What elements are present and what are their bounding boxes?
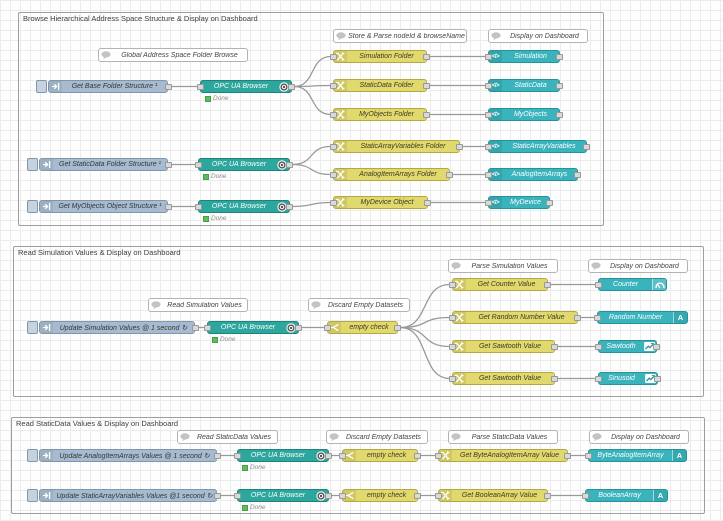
- output-port[interactable]: [446, 172, 453, 178]
- switch-icon: [330, 323, 339, 332]
- input-port[interactable]: [595, 376, 602, 382]
- node-label: Update StaticArrayVariables Values @1 second ↻: [56, 492, 213, 500]
- ui-template-node[interactable]: [488, 79, 560, 92]
- node-label: ByteAnalogItemArray: [597, 452, 664, 459]
- input-port[interactable]: [330, 83, 337, 89]
- status-text: Done: [250, 464, 266, 471]
- inject-icon: [43, 451, 51, 460]
- input-port[interactable]: [449, 315, 456, 321]
- node-label: Simulation Folder: [359, 53, 414, 60]
- ui-template-node[interactable]: [488, 50, 560, 63]
- inject-node[interactable]: [27, 200, 168, 213]
- change-icon: [441, 451, 450, 460]
- opcua-browser-node[interactable]: [207, 321, 299, 334]
- node-label: MyObjects Folder: [359, 111, 414, 118]
- output-port[interactable]: [414, 493, 421, 499]
- node-label: StaticData: [514, 82, 547, 89]
- output-port[interactable]: [214, 453, 221, 459]
- input-port[interactable]: [330, 172, 337, 178]
- inject-body: [39, 200, 168, 213]
- output-port[interactable]: [165, 204, 172, 210]
- inject-icon: [52, 82, 60, 91]
- output-port[interactable]: [414, 453, 421, 459]
- node-label: OPC UA Browser: [211, 203, 267, 210]
- gauge-icon: [655, 281, 665, 289]
- node-label: Get Random Number Value: [478, 314, 565, 321]
- output-port[interactable]: [564, 453, 571, 459]
- ui-text-node[interactable]: [597, 311, 688, 324]
- comment-bubble-icon: [180, 433, 190, 442]
- text-icon: A: [676, 451, 683, 460]
- node-label: empty check: [366, 492, 407, 499]
- node-label: Update AnalogItemArrays Values @ 1 second ↻: [59, 452, 210, 460]
- status-dot: [242, 505, 248, 511]
- inject-body: [48, 80, 168, 93]
- input-port[interactable]: [330, 144, 337, 150]
- inject-button[interactable]: [36, 80, 47, 93]
- node-label: MyDevice Object: [360, 199, 414, 206]
- node-label: Read Simulation Values: [167, 301, 242, 309]
- change-node[interactable]: [438, 489, 548, 502]
- output-port[interactable]: [546, 200, 553, 206]
- output-port[interactable]: [544, 282, 551, 288]
- comment-bubble-icon: [591, 262, 601, 271]
- inject-button[interactable]: [27, 158, 38, 171]
- node-label: Parse Simulation Values: [471, 262, 548, 270]
- input-port[interactable]: [485, 172, 492, 178]
- output-port[interactable]: [574, 315, 581, 321]
- ui-chart-node[interactable]: [598, 340, 657, 353]
- output-port[interactable]: [423, 112, 430, 118]
- node-label: Global Address Space Folder Browse: [121, 51, 238, 59]
- wire[interactable]: [292, 203, 331, 207]
- ui-template-node[interactable]: [488, 196, 550, 209]
- comment-node[interactable]: [308, 298, 410, 312]
- node-status: [205, 95, 229, 102]
- output-port[interactable]: [653, 344, 660, 350]
- comment-bubble-icon: [329, 433, 339, 442]
- change-icon: [441, 491, 450, 500]
- node-label: AnalogItemArrays Folder: [359, 171, 437, 178]
- node-label: Get Base Folder Structure ¹: [71, 83, 158, 90]
- node-label: StaticArrayVariables: [512, 143, 576, 150]
- inject-icon: [43, 160, 51, 169]
- output-port[interactable]: [165, 84, 172, 90]
- node-status: [242, 464, 266, 471]
- node-label: OPC UA Browser: [220, 324, 276, 331]
- node-label: BooleanArray: [598, 492, 641, 499]
- text-icon: A: [677, 313, 684, 322]
- comment-node[interactable]: [333, 29, 467, 43]
- change-node[interactable]: [452, 340, 555, 353]
- code-icon: </>: [491, 53, 500, 60]
- input-port[interactable]: [330, 200, 337, 206]
- code-icon: </>: [491, 111, 500, 118]
- node-label: Discard Empty Datasets: [327, 301, 404, 309]
- opcua-browser-node[interactable]: [200, 80, 292, 93]
- status-text: Done: [213, 95, 229, 102]
- inject-icon: [43, 202, 51, 211]
- output-port[interactable]: [424, 200, 431, 206]
- input-port[interactable]: [582, 493, 589, 499]
- output-port[interactable]: [325, 453, 332, 459]
- node-status: [212, 336, 236, 343]
- ui-template-node[interactable]: [488, 168, 578, 181]
- output-port[interactable]: [456, 144, 463, 150]
- status-text: Done: [211, 215, 227, 222]
- input-port[interactable]: [595, 282, 602, 288]
- change-node[interactable]: [438, 449, 568, 462]
- node-label: StaticArrayVariables Folder: [360, 143, 446, 150]
- node-label: OPC UA Browser: [250, 452, 306, 459]
- inject-button[interactable]: [27, 489, 38, 502]
- node-label: Get BooleanArray Value: [461, 492, 538, 499]
- ui-chart-node[interactable]: [598, 372, 658, 385]
- status-dot: [203, 174, 209, 180]
- comment-node[interactable]: [148, 298, 248, 312]
- output-port[interactable]: [583, 144, 590, 150]
- input-port[interactable]: [485, 144, 492, 150]
- change-node[interactable]: [333, 140, 460, 153]
- output-port[interactable]: [654, 376, 661, 382]
- comment-node[interactable]: [326, 430, 428, 444]
- comment-bubble-icon: [491, 32, 501, 41]
- switch-icon: [345, 491, 354, 500]
- output-port[interactable]: [192, 325, 199, 331]
- output-port[interactable]: [556, 83, 563, 89]
- inject-node[interactable]: [27, 449, 217, 462]
- output-port[interactable]: [325, 493, 332, 499]
- status-dot: [203, 216, 209, 222]
- ui-gauge-node[interactable]: [598, 278, 667, 291]
- node-label: Get StaticData Folder Structure ¹: [59, 161, 161, 168]
- inject-body: [39, 158, 168, 171]
- group-title: Browse Hierarchical Address Space Structure & Display on Dashboard: [23, 14, 258, 23]
- change-icon: [336, 198, 345, 207]
- group-title: Read StaticData Values & Display on Dashboard: [16, 419, 179, 428]
- change-icon: [336, 110, 345, 119]
- switch-icon: [345, 451, 354, 460]
- node-label: Get Counter Value: [477, 281, 536, 288]
- input-port[interactable]: [585, 453, 592, 459]
- node-label: Display on Dashboard: [610, 262, 679, 270]
- inject-body: [39, 449, 217, 462]
- output-port[interactable]: [286, 204, 293, 210]
- inject-node[interactable]: [27, 489, 217, 502]
- input-port[interactable]: [234, 493, 241, 499]
- status-text: Done: [250, 504, 266, 511]
- input-port[interactable]: [330, 54, 337, 60]
- wire[interactable]: [294, 87, 331, 115]
- output-port[interactable]: [556, 54, 563, 60]
- input-port[interactable]: [204, 325, 211, 331]
- input-port[interactable]: [435, 453, 442, 459]
- output-port[interactable]: [214, 493, 221, 499]
- node-label: AnalogItemArrays: [511, 171, 568, 178]
- comment-bubble-icon: [451, 433, 461, 442]
- change-icon: [336, 170, 345, 179]
- node-label: MyObjects: [513, 111, 548, 118]
- output-port[interactable]: [394, 325, 401, 331]
- input-port[interactable]: [449, 344, 456, 350]
- change-node[interactable]: [333, 79, 427, 92]
- output-port[interactable]: [423, 54, 430, 60]
- comment-bubble-icon: [451, 262, 461, 271]
- code-icon: </>: [491, 82, 500, 89]
- status-dot: [212, 337, 218, 343]
- input-port[interactable]: [595, 344, 602, 350]
- input-port[interactable]: [594, 315, 601, 321]
- change-node[interactable]: [452, 278, 548, 291]
- node-label: MyDevice: [510, 199, 541, 206]
- wire[interactable]: [400, 328, 450, 379]
- output-port[interactable]: [288, 84, 295, 90]
- comment-node[interactable]: [589, 430, 689, 444]
- output-port[interactable]: [551, 376, 558, 382]
- inject-button[interactable]: [27, 200, 38, 213]
- inject-node[interactable]: [27, 158, 168, 171]
- comment-node[interactable]: [448, 259, 558, 273]
- change-icon: [455, 342, 464, 351]
- inject-body: [39, 321, 195, 334]
- comment-bubble-icon: [592, 433, 602, 442]
- code-icon: </>: [491, 199, 500, 206]
- change-icon: [336, 81, 345, 90]
- output-port[interactable]: [556, 112, 563, 118]
- change-node[interactable]: [452, 311, 578, 324]
- inject-body: [39, 489, 217, 502]
- change-icon: [336, 52, 345, 61]
- comment-bubble-icon: [311, 301, 321, 310]
- comment-bubble-icon: [151, 301, 161, 310]
- output-port[interactable]: [423, 83, 430, 89]
- node-status: [203, 215, 227, 222]
- wire[interactable]: [292, 147, 331, 165]
- change-node[interactable]: [333, 108, 427, 121]
- comment-node[interactable]: [588, 259, 688, 273]
- node-label: Discard Empty Datasets: [345, 433, 422, 441]
- node-label: Simulation: [514, 53, 547, 60]
- status-dot: [205, 96, 211, 102]
- ui-template-node[interactable]: [488, 108, 560, 121]
- input-port[interactable]: [485, 112, 492, 118]
- change-node[interactable]: [333, 196, 428, 209]
- node-label: Parse StaticData Values: [471, 433, 548, 441]
- node-label: Get Sawtooth Value: [478, 343, 541, 350]
- wire[interactable]: [294, 57, 331, 87]
- change-node[interactable]: [333, 50, 427, 63]
- node-label: Random Number: [608, 314, 663, 321]
- input-port[interactable]: [324, 325, 331, 331]
- text-icon: A: [657, 491, 664, 500]
- input-port[interactable]: [195, 204, 202, 210]
- input-port[interactable]: [339, 453, 346, 459]
- change-icon: [455, 280, 464, 289]
- code-icon: </>: [491, 143, 500, 150]
- node-status: [203, 173, 227, 180]
- node-label: OPC UA Browser: [250, 492, 306, 499]
- input-port[interactable]: [435, 493, 442, 499]
- wire[interactable]: [292, 165, 331, 175]
- node-label: Read StaticData Values: [196, 433, 272, 441]
- input-port[interactable]: [449, 282, 456, 288]
- output-port[interactable]: [286, 162, 293, 168]
- comment-node[interactable]: [488, 29, 588, 43]
- status-text: Done: [211, 173, 227, 180]
- ui-template-node[interactable]: [488, 140, 587, 153]
- node-label: StaticData Folder: [359, 82, 414, 89]
- opcua-browser-node[interactable]: [237, 489, 329, 502]
- switch-node[interactable]: [342, 489, 418, 502]
- input-port[interactable]: [330, 112, 337, 118]
- opcua-browser-node[interactable]: [198, 200, 290, 213]
- change-node[interactable]: [452, 372, 555, 385]
- input-port[interactable]: [485, 54, 492, 60]
- ui-text-node[interactable]: [585, 489, 668, 502]
- input-port[interactable]: [339, 493, 346, 499]
- status-text: Done: [220, 336, 236, 343]
- inject-button[interactable]: [27, 449, 38, 462]
- code-icon: </>: [491, 171, 500, 178]
- node-label: Get Sawtooth Value: [478, 375, 541, 382]
- node-label: Update Simulation Values @ 1 second ↻: [59, 324, 188, 332]
- inject-icon: [43, 491, 51, 500]
- group-title: Read Simulation Values & Display on Dashboard: [18, 248, 181, 257]
- change-node[interactable]: [333, 168, 450, 181]
- opcua-browser-node[interactable]: [237, 449, 329, 462]
- comment-node[interactable]: [98, 48, 248, 62]
- output-port[interactable]: [551, 344, 558, 350]
- inject-icon: [43, 323, 51, 332]
- comment-bubble-icon: [336, 32, 346, 41]
- inject-button[interactable]: [27, 321, 38, 334]
- output-port[interactable]: [165, 162, 172, 168]
- comment-node[interactable]: [448, 430, 558, 444]
- change-icon: [455, 374, 464, 383]
- node-label: Counter: [613, 281, 638, 288]
- output-port[interactable]: [295, 325, 302, 331]
- change-icon: [455, 313, 464, 322]
- node-label: Store & Parse nodeId & browseName: [348, 32, 465, 40]
- input-port[interactable]: [449, 376, 456, 382]
- inject-node[interactable]: [36, 80, 168, 93]
- node-label: Get ByteAnalogItemArray Value: [460, 452, 559, 459]
- node-label: OPC UA Browser: [211, 161, 267, 168]
- input-port[interactable]: [485, 200, 492, 206]
- comment-node[interactable]: [177, 430, 278, 444]
- opcua-browser-node[interactable]: [198, 158, 290, 171]
- input-port[interactable]: [234, 453, 241, 459]
- status-dot: [242, 465, 248, 471]
- inject-node[interactable]: [27, 321, 195, 334]
- node-status: [242, 504, 266, 511]
- node-label: OPC UA Browser: [213, 83, 269, 90]
- comment-bubble-icon: [101, 51, 111, 60]
- ui-text-node[interactable]: [588, 449, 687, 462]
- node-label: empty check: [366, 452, 407, 459]
- switch-node[interactable]: [342, 449, 418, 462]
- node-label: Display on Dashboard: [611, 433, 680, 441]
- node-label: empty check: [349, 324, 389, 331]
- node-label: Sinusoid: [608, 375, 635, 382]
- wire[interactable]: [400, 328, 450, 347]
- input-port[interactable]: [197, 84, 204, 90]
- node-label: Get MyObjects Object Structure ¹: [58, 203, 162, 210]
- node-label: Display on Dashboard: [510, 32, 579, 40]
- output-port[interactable]: [574, 172, 581, 178]
- output-port[interactable]: [544, 493, 551, 499]
- node-label: Sawtooth: [606, 343, 636, 350]
- switch-node[interactable]: [327, 321, 398, 334]
- change-icon: [336, 142, 345, 151]
- input-port[interactable]: [195, 162, 202, 168]
- input-port[interactable]: [485, 83, 492, 89]
